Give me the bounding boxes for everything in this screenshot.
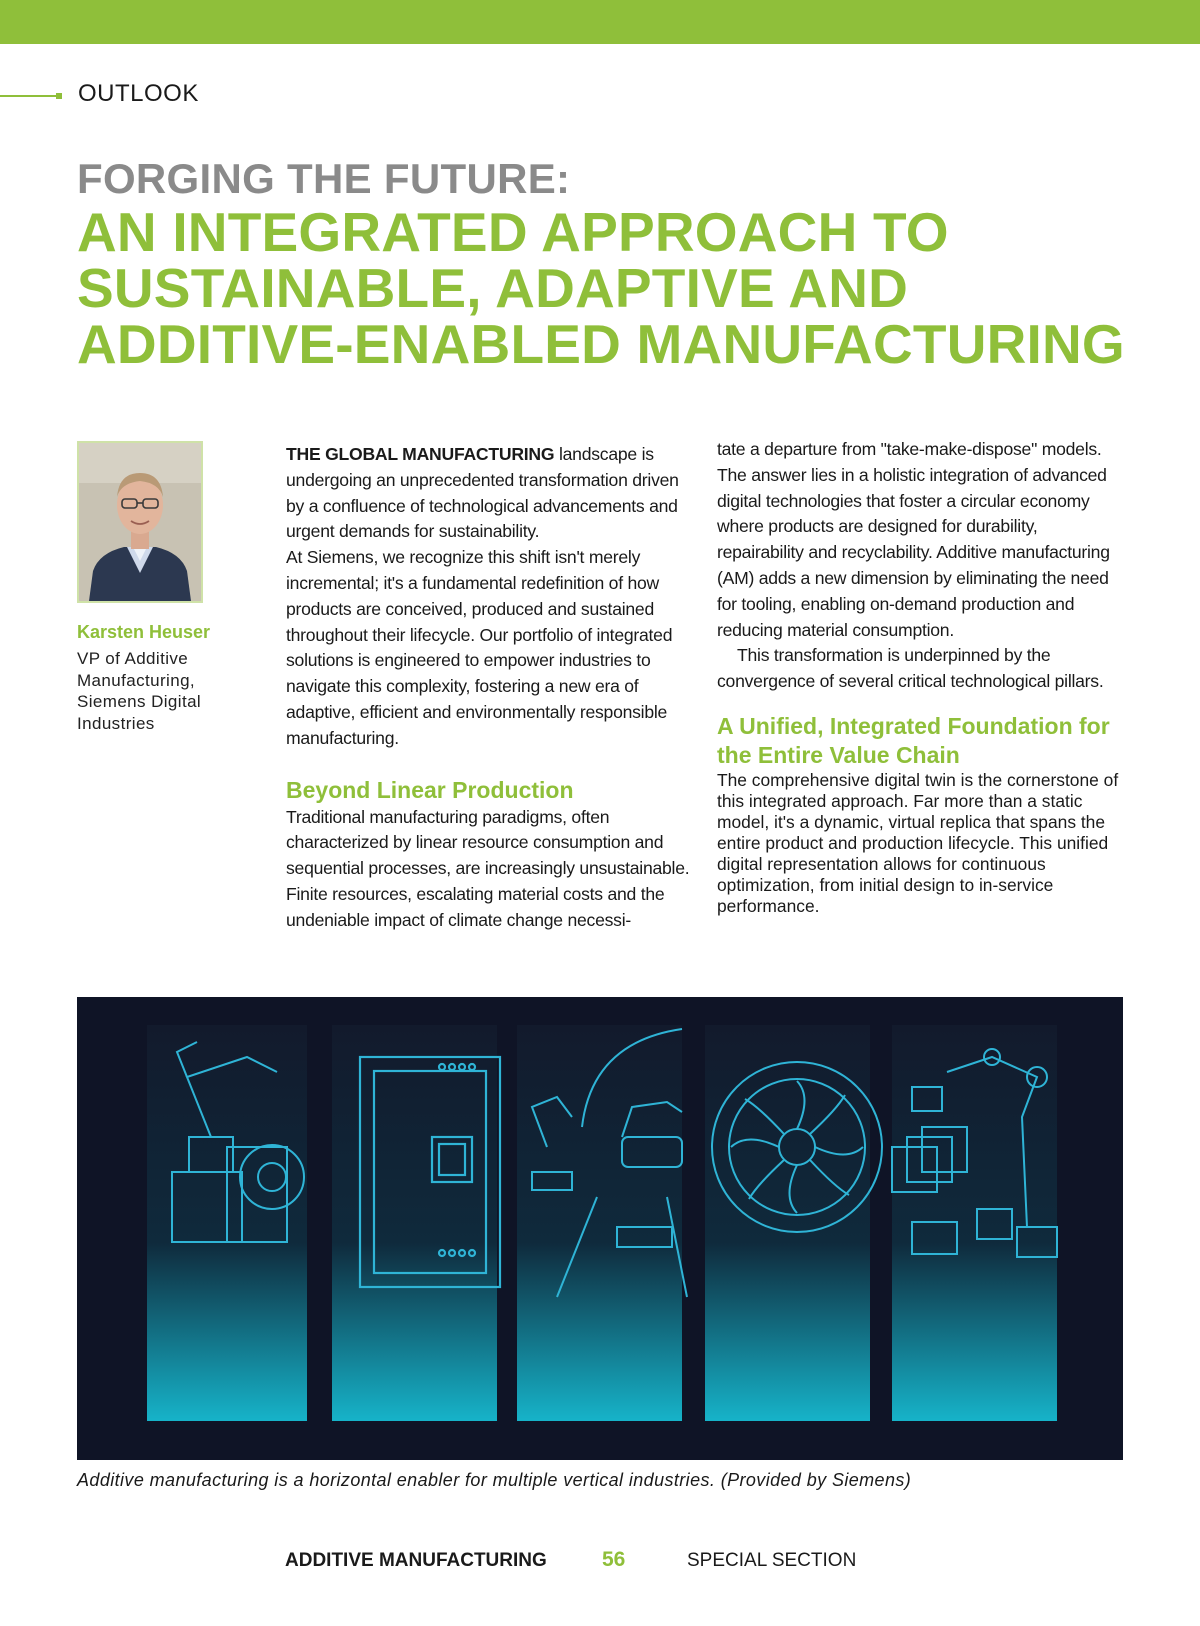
section-label: OUTLOOK <box>78 80 199 107</box>
headline-line: AN INTEGRATED APPROACH TO <box>77 201 949 263</box>
intro-paragraph-2: At Siemens, we recognize this shift isn't merely incremental; it's a fundamental redefinition of how products are conceived, produced and sustained throughout their lifecycle. Our portfolio of integrated solutions is engineered to empower industries to navigate this complexity, fostering a new era of adaptive, efficient and environmentally responsible manufacturing. <box>286 547 673 748</box>
intro-text: landscape is undergoing an unprecedented transformation driven by a confluence of technological advancements and urgent demands for sustainability. <box>286 444 679 542</box>
footer-page-number: 56 <box>602 1548 626 1571</box>
headline-line: SUSTAINABLE, ADAPTIVE AND <box>77 257 909 319</box>
section-marker-line <box>0 95 60 97</box>
article-headline <box>77 201 1177 375</box>
logistics-panel <box>892 1025 1057 1421</box>
footer-publication: ADDITIVE MANUFACTURING <box>285 1550 547 1571</box>
industries-artwork <box>77 997 1123 1460</box>
section2-paragraph: The comprehensive digital twin is the cornerstone of this integrated approach. Far more than a static model, it's a dynamic, virtual replica that spans the entire product and production lifecycle. This unified digital representation allows for continuous optimization, from initial design to in-service performance. <box>717 769 1119 916</box>
top-accent-bar <box>0 0 1200 44</box>
article-kicker: FORGING THE FUTURE: <box>77 155 571 202</box>
circuit-board-panel <box>332 1025 500 1421</box>
author-role: VP of Additive Manufacturing, Siemens Digital Industries <box>77 649 202 733</box>
intro-paragraph <box>286 442 696 545</box>
turbine-panel <box>705 1025 882 1421</box>
intro-lead: THE GLOBAL MANUFACTURING <box>286 444 555 464</box>
body-column-right <box>717 437 1127 917</box>
footer-section: SPECIAL SECTION <box>687 1550 857 1571</box>
figure-caption: Additive manufacturing is a horizontal enabler for multiple vertical industries. (Provided by Siemens) <box>77 1470 912 1490</box>
section1-paragraph-continued: tate a departure from "take-make-dispose" models. The answer lies in a holistic integration of advanced digital technologies that foster a circular economy where products are designed for durability, repairability and recyclability. Additive manufacturing (AM) adds a new dimension by eliminating the need for tooling, enabling on-demand production and reducing material consumption. <box>717 439 1110 640</box>
subhead-unified-foundation: A Unified, Integrated Foundation for the Entire Value Chain <box>717 712 1110 768</box>
section1-paragraph-2: This transformation is underpinned by the convergence of several critical technological pillars. <box>717 645 1104 692</box>
portrait-illustration <box>79 443 201 601</box>
author-portrait <box>77 441 203 603</box>
subhead-beyond-linear: Beyond Linear Production <box>286 776 574 803</box>
author-name: Karsten Heuser <box>77 622 211 642</box>
body-column-left <box>286 442 696 934</box>
robot-arm-panel <box>147 1025 307 1421</box>
automotive-panel <box>517 1025 687 1421</box>
industries-illustration <box>77 997 1123 1460</box>
section1-paragraph: Traditional manufacturing paradigms, often characterized by linear resource consumption and sequential processes, are increasingly unsustainable. Finite resources, escalating material costs and the undeniable impact of climate change necessi- <box>286 806 690 930</box>
headline-line: ADDITIVE-ENABLED MANUFACTURING <box>77 313 1125 375</box>
